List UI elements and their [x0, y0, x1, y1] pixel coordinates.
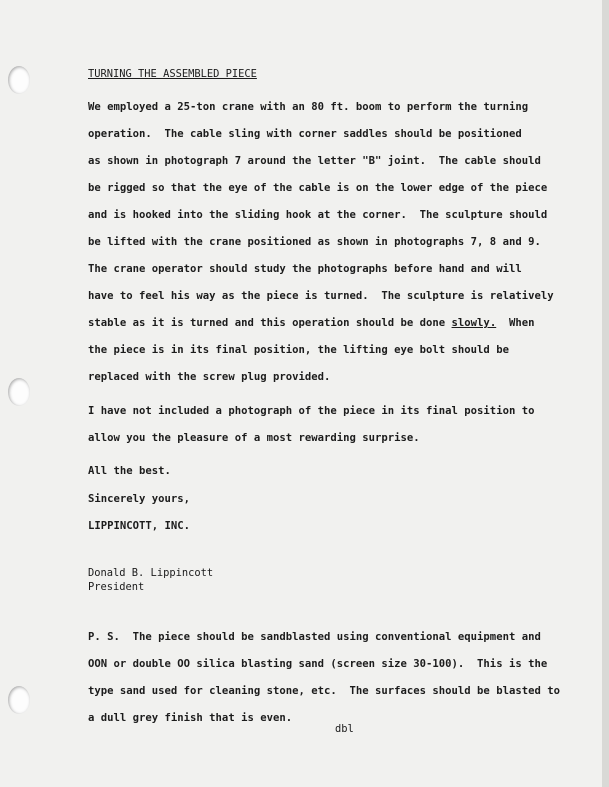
binder-hole-top — [8, 66, 30, 94]
ps-line: type sand used for cleaning stone, etc. The surfaces should be blasted to — [88, 685, 560, 697]
body-line: the piece is in its final position, the lifting eye bolt should be — [88, 344, 509, 356]
body-line: The crane operator should study the photographs before hand and will — [88, 263, 522, 275]
closing-line: I have not included a photograph of the piece in its final position to — [88, 405, 535, 417]
sign-off: All the best. — [88, 465, 171, 477]
signer-name: Donald B. Lippincott — [88, 567, 214, 579]
body-line — [88, 316, 534, 330]
signer-title: President — [88, 581, 145, 593]
ps-line: a dull grey finish that is even. — [88, 712, 293, 724]
body-line-text: stable as it is turned and this operation should be done — [88, 317, 452, 329]
body-line: as shown in photograph 7 around the letter "B" joint. The cable should — [88, 155, 541, 167]
ps-line: P. S. The piece should be sandblasted using conventional equipment and — [88, 631, 541, 643]
body-line: have to feel his way as the piece is turned. The sculpture is relatively — [88, 290, 554, 302]
ps-line: OON or double OO silica blasting sand (screen size 30-100). This is the — [88, 658, 548, 670]
body-line: replaced with the screw plug provided. — [88, 371, 331, 383]
body-line: be lifted with the crane positioned as shown in photographs 7, 8 and 9. — [88, 236, 541, 248]
body-line: We employed a 25-ton crane with an 80 ft. boom to perform the turning — [88, 101, 529, 113]
section-heading: TURNING THE ASSEMBLED PIECE — [88, 68, 257, 80]
company-name: LIPPINCOTT, INC. — [88, 520, 191, 532]
emphasized-word: slowly. — [451, 317, 497, 329]
paper-edge — [602, 0, 609, 787]
body-line: and is hooked into the sliding hook at the corner. The sculpture should — [88, 209, 548, 221]
complimentary-close: Sincerely yours, — [88, 493, 191, 505]
body-line-tail: When — [496, 317, 535, 329]
binder-hole-middle — [8, 378, 30, 406]
closing-line: allow you the pleasure of a most rewarding surprise. — [88, 432, 420, 444]
body-line: be rigged so that the eye of the cable is on the lower edge of the piece — [88, 182, 548, 194]
body-line: operation. The cable sling with corner saddles should be positioned — [88, 128, 522, 140]
binder-hole-bottom — [8, 686, 30, 714]
typist-initials: dbl — [335, 723, 354, 735]
